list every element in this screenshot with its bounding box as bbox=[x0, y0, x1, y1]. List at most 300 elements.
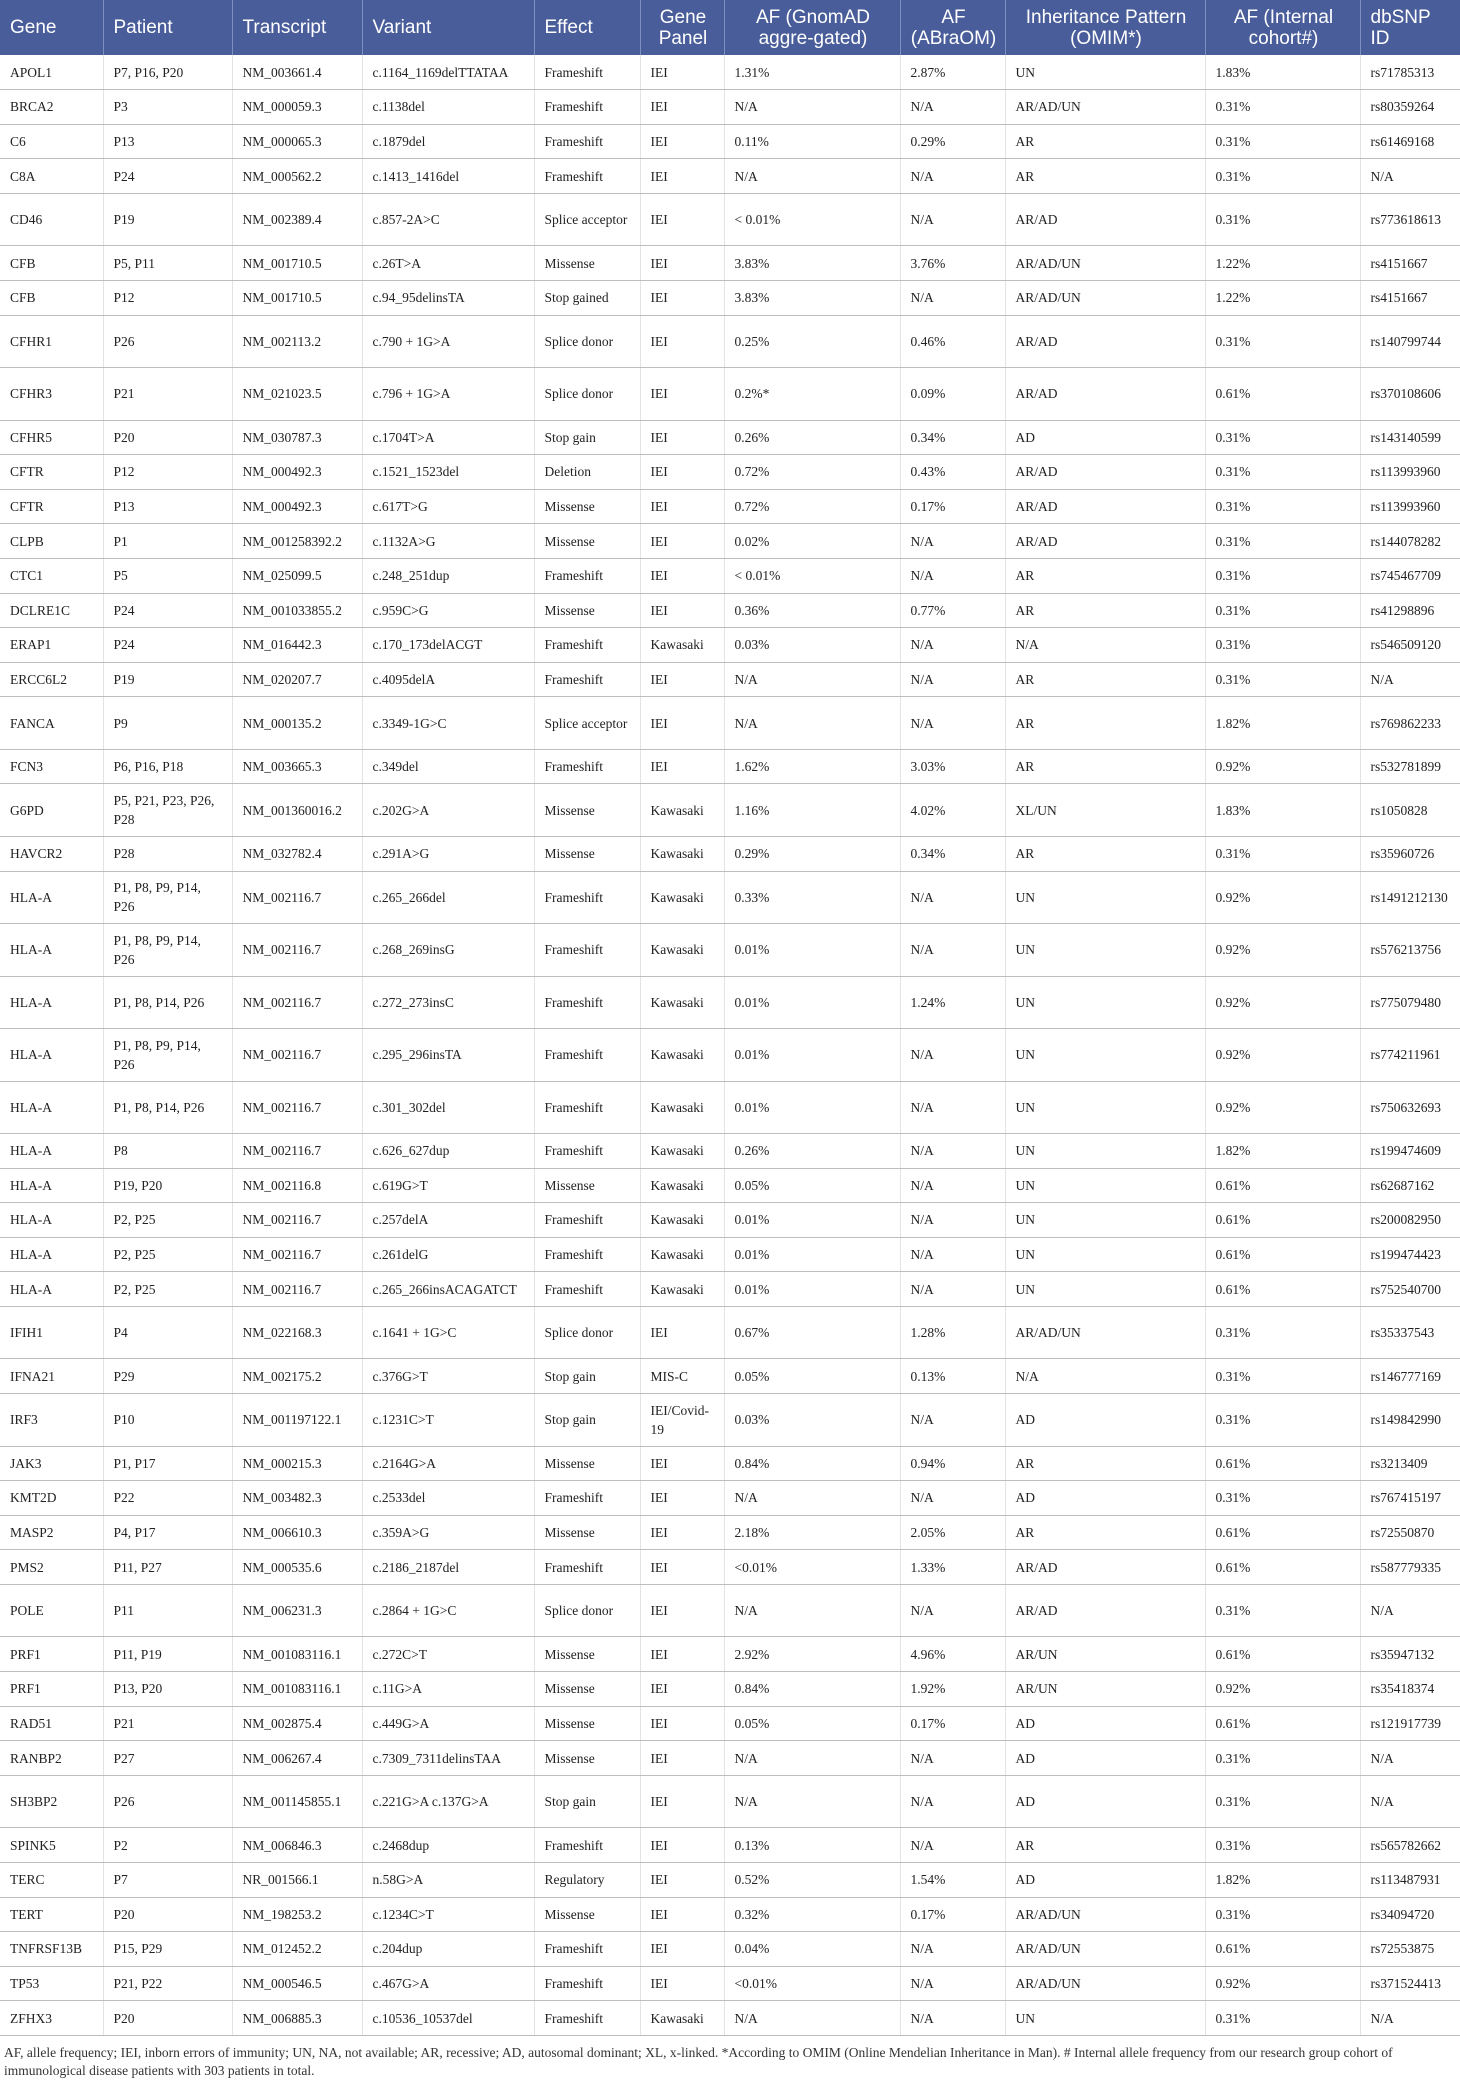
cell-panel: IEI bbox=[640, 697, 724, 750]
cell-gene: DCLRE1C bbox=[0, 593, 103, 628]
cell-variant: c.295_296insTA bbox=[362, 1029, 534, 1082]
cell-panel: IEI bbox=[640, 55, 724, 90]
cell-transcript: NM_032782.4 bbox=[232, 836, 362, 871]
cell-effect: Missense bbox=[534, 246, 640, 281]
cell-af-gnomad: 0.01% bbox=[724, 1081, 900, 1134]
cell-transcript: NM_006267.4 bbox=[232, 1741, 362, 1776]
cell-patient: P19 bbox=[103, 193, 232, 246]
cell-effect: Frameshift bbox=[534, 1237, 640, 1272]
cell-inheritance: AR/AD bbox=[1005, 368, 1205, 421]
cell-panel: IEI bbox=[640, 315, 724, 368]
cell-af-internal: 0.31% bbox=[1205, 524, 1360, 559]
cell-transcript: NM_001083116.1 bbox=[232, 1672, 362, 1707]
cell-variant: c.94_95delinsTA bbox=[362, 280, 534, 315]
cell-inheritance: AR/AD/UN bbox=[1005, 280, 1205, 315]
cell-transcript: NM_002116.7 bbox=[232, 871, 362, 924]
table-row bbox=[0, 1134, 1460, 1169]
cell-inheritance: AR bbox=[1005, 124, 1205, 159]
cell-inheritance: UN bbox=[1005, 1272, 1205, 1307]
cell-dbsnp: rs752540700 bbox=[1360, 1272, 1460, 1307]
cell-panel: IEI bbox=[640, 1897, 724, 1932]
cell-inheritance: AR bbox=[1005, 558, 1205, 593]
cell-gene: POLE bbox=[0, 1584, 103, 1637]
table-row bbox=[0, 924, 1460, 977]
cell-af-abraom: N/A bbox=[900, 90, 1005, 125]
cell-af-gnomad: 0.03% bbox=[724, 628, 900, 663]
cell-transcript: NM_001710.5 bbox=[232, 280, 362, 315]
cell-effect: Frameshift bbox=[534, 159, 640, 194]
cell-patient: P5, P11 bbox=[103, 246, 232, 281]
cell-panel: IEI bbox=[640, 662, 724, 697]
cell-patient: P13, P20 bbox=[103, 1672, 232, 1707]
cell-dbsnp: rs4151667 bbox=[1360, 246, 1460, 281]
cell-af-gnomad: 0.01% bbox=[724, 924, 900, 977]
cell-af-gnomad: <0.01% bbox=[724, 1550, 900, 1585]
cell-gene: HLA-A bbox=[0, 1168, 103, 1203]
cell-effect: Frameshift bbox=[534, 1932, 640, 1967]
cell-patient: P29 bbox=[103, 1359, 232, 1394]
cell-gene: APOL1 bbox=[0, 55, 103, 90]
cell-patient: P2 bbox=[103, 1828, 232, 1863]
cell-af-internal: 0.31% bbox=[1205, 1828, 1360, 1863]
cell-af-internal: 0.31% bbox=[1205, 489, 1360, 524]
cell-inheritance: AR bbox=[1005, 662, 1205, 697]
cell-effect: Frameshift bbox=[534, 1029, 640, 1082]
table-row bbox=[0, 90, 1460, 125]
cell-inheritance: AR/AD bbox=[1005, 1584, 1205, 1637]
cell-gene: CD46 bbox=[0, 193, 103, 246]
cell-af-internal: 0.31% bbox=[1205, 315, 1360, 368]
cell-panel: IEI bbox=[640, 1637, 724, 1672]
cell-af-abraom: N/A bbox=[900, 1081, 1005, 1134]
cell-variant: c.1231C>T bbox=[362, 1394, 534, 1447]
cell-inheritance: AR/AD/UN bbox=[1005, 1932, 1205, 1967]
cell-panel: IEI bbox=[640, 593, 724, 628]
table-row bbox=[0, 1306, 1460, 1359]
table-row bbox=[0, 455, 1460, 490]
cell-dbsnp: rs35947132 bbox=[1360, 1637, 1460, 1672]
cell-af-internal: 0.61% bbox=[1205, 1706, 1360, 1741]
cell-effect: Frameshift bbox=[534, 1134, 640, 1169]
cell-effect: Missense bbox=[534, 836, 640, 871]
table-row bbox=[0, 1446, 1460, 1481]
cell-transcript: NR_001566.1 bbox=[232, 1862, 362, 1897]
cell-af-internal: 0.31% bbox=[1205, 836, 1360, 871]
cell-inheritance: UN bbox=[1005, 1237, 1205, 1272]
cell-af-gnomad: 0.01% bbox=[724, 1272, 900, 1307]
cell-patient: P26 bbox=[103, 315, 232, 368]
cell-variant: c.204dup bbox=[362, 1932, 534, 1967]
cell-panel: MIS-C bbox=[640, 1359, 724, 1394]
cell-gene: C6 bbox=[0, 124, 103, 159]
cell-inheritance: AR/AD/UN bbox=[1005, 1966, 1205, 2001]
cell-af-gnomad: 0.32% bbox=[724, 1897, 900, 1932]
cell-transcript: NM_002389.4 bbox=[232, 193, 362, 246]
cell-effect: Missense bbox=[534, 1672, 640, 1707]
cell-gene: HLA-A bbox=[0, 1272, 103, 1307]
cell-transcript: NM_002116.7 bbox=[232, 976, 362, 1029]
cell-effect: Frameshift bbox=[534, 1550, 640, 1585]
cell-gene: TNFRSF13B bbox=[0, 1932, 103, 1967]
cell-variant: c.1132A>G bbox=[362, 524, 534, 559]
cell-effect: Missense bbox=[534, 524, 640, 559]
cell-gene: TERC bbox=[0, 1862, 103, 1897]
cell-af-internal: 0.61% bbox=[1205, 1515, 1360, 1550]
cell-af-gnomad: 0.72% bbox=[724, 489, 900, 524]
table-row bbox=[0, 280, 1460, 315]
cell-af-internal: 0.31% bbox=[1205, 1481, 1360, 1516]
cell-af-internal: 1.83% bbox=[1205, 55, 1360, 90]
cell-effect: Missense bbox=[534, 1706, 640, 1741]
cell-patient: P21 bbox=[103, 368, 232, 421]
cell-af-gnomad: 2.92% bbox=[724, 1637, 900, 1672]
cell-af-internal: 0.31% bbox=[1205, 1359, 1360, 1394]
cell-patient: P13 bbox=[103, 124, 232, 159]
cell-transcript: NM_002175.2 bbox=[232, 1359, 362, 1394]
cell-dbsnp: rs774211961 bbox=[1360, 1029, 1460, 1082]
cell-panel: IEI bbox=[640, 1741, 724, 1776]
cell-dbsnp: rs146777169 bbox=[1360, 1359, 1460, 1394]
cell-inheritance: UN bbox=[1005, 871, 1205, 924]
table-row bbox=[0, 871, 1460, 924]
cell-gene: FANCA bbox=[0, 697, 103, 750]
cell-af-internal: 0.92% bbox=[1205, 1029, 1360, 1082]
cell-effect: Frameshift bbox=[534, 90, 640, 125]
cell-af-gnomad: N/A bbox=[724, 662, 900, 697]
cell-transcript: NM_012452.2 bbox=[232, 1932, 362, 1967]
cell-transcript: NM_002116.7 bbox=[232, 1029, 362, 1082]
table-row bbox=[0, 1272, 1460, 1307]
table-row bbox=[0, 976, 1460, 1029]
cell-af-gnomad: N/A bbox=[724, 1741, 900, 1776]
cell-af-gnomad: N/A bbox=[724, 1775, 900, 1828]
cell-inheritance: AR/AD bbox=[1005, 489, 1205, 524]
cell-af-abraom: N/A bbox=[900, 697, 1005, 750]
cell-transcript: NM_002116.7 bbox=[232, 1237, 362, 1272]
cell-transcript: NM_006610.3 bbox=[232, 1515, 362, 1550]
cell-effect: Frameshift bbox=[534, 124, 640, 159]
cell-transcript: NM_001360016.2 bbox=[232, 784, 362, 837]
cell-transcript: NM_198253.2 bbox=[232, 1897, 362, 1932]
cell-gene: G6PD bbox=[0, 784, 103, 837]
cell-patient: P2, P25 bbox=[103, 1272, 232, 1307]
cell-inheritance: UN bbox=[1005, 1203, 1205, 1238]
cell-patient: P15, P29 bbox=[103, 1932, 232, 1967]
cell-transcript: NM_003482.3 bbox=[232, 1481, 362, 1516]
cell-af-gnomad: 0.11% bbox=[724, 124, 900, 159]
cell-gene: SH3BP2 bbox=[0, 1775, 103, 1828]
cell-panel: IEI bbox=[640, 1584, 724, 1637]
cell-af-internal: 0.31% bbox=[1205, 558, 1360, 593]
table-row bbox=[0, 1828, 1460, 1863]
table-row bbox=[0, 1394, 1460, 1447]
cell-patient: P2, P25 bbox=[103, 1237, 232, 1272]
table-row bbox=[0, 420, 1460, 455]
cell-inheritance: XL/UN bbox=[1005, 784, 1205, 837]
table-row bbox=[0, 1515, 1460, 1550]
column-header-gene: Gene bbox=[0, 0, 103, 55]
cell-af-internal: 0.92% bbox=[1205, 976, 1360, 1029]
column-header-transcript: Transcript bbox=[232, 0, 362, 55]
cell-dbsnp: rs532781899 bbox=[1360, 749, 1460, 784]
cell-af-internal: 0.31% bbox=[1205, 455, 1360, 490]
cell-variant: c.268_269insG bbox=[362, 924, 534, 977]
cell-af-gnomad: N/A bbox=[724, 90, 900, 125]
cell-inheritance: AR bbox=[1005, 159, 1205, 194]
cell-variant: c.301_302del bbox=[362, 1081, 534, 1134]
cell-variant: c.959C>G bbox=[362, 593, 534, 628]
cell-dbsnp: N/A bbox=[1360, 2001, 1460, 2036]
cell-panel: IEI bbox=[640, 124, 724, 159]
cell-patient: P13 bbox=[103, 489, 232, 524]
cell-af-gnomad: 0.01% bbox=[724, 976, 900, 1029]
table-row bbox=[0, 124, 1460, 159]
cell-variant: c.626_627dup bbox=[362, 1134, 534, 1169]
cell-af-gnomad: < 0.01% bbox=[724, 558, 900, 593]
cell-variant: c.1413_1416del bbox=[362, 159, 534, 194]
cell-variant: c.449G>A bbox=[362, 1706, 534, 1741]
cell-dbsnp: rs35418374 bbox=[1360, 1672, 1460, 1707]
cell-panel: Kawasaki bbox=[640, 836, 724, 871]
cell-panel: IEI bbox=[640, 1828, 724, 1863]
cell-patient: P19, P20 bbox=[103, 1168, 232, 1203]
cell-transcript: NM_002116.7 bbox=[232, 1203, 362, 1238]
table-row bbox=[0, 1359, 1460, 1394]
cell-dbsnp: N/A bbox=[1360, 159, 1460, 194]
cell-effect: Missense bbox=[534, 784, 640, 837]
cell-gene: RAD51 bbox=[0, 1706, 103, 1741]
column-header-af-abraom: AF (ABraOM) bbox=[900, 0, 1005, 55]
cell-dbsnp: rs121917739 bbox=[1360, 1706, 1460, 1741]
cell-af-gnomad: 3.83% bbox=[724, 280, 900, 315]
cell-af-abraom: 1.24% bbox=[900, 976, 1005, 1029]
cell-patient: P2, P25 bbox=[103, 1203, 232, 1238]
cell-af-abraom: N/A bbox=[900, 1966, 1005, 2001]
cell-inheritance: UN bbox=[1005, 1168, 1205, 1203]
cell-gene: RANBP2 bbox=[0, 1741, 103, 1776]
cell-effect: Splice donor bbox=[534, 1584, 640, 1637]
cell-variant: c.1234C>T bbox=[362, 1897, 534, 1932]
cell-patient: P21 bbox=[103, 1706, 232, 1741]
cell-variant: c.857-2A>C bbox=[362, 193, 534, 246]
cell-inheritance: AR/AD/UN bbox=[1005, 90, 1205, 125]
table-row bbox=[0, 628, 1460, 663]
cell-af-abraom: N/A bbox=[900, 1134, 1005, 1169]
cell-transcript: NM_001145855.1 bbox=[232, 1775, 362, 1828]
cell-effect: Frameshift bbox=[534, 2001, 640, 2036]
cell-effect: Missense bbox=[534, 1446, 640, 1481]
cell-af-gnomad: 0.01% bbox=[724, 1029, 900, 1082]
table-row bbox=[0, 315, 1460, 368]
cell-variant: c.4095delA bbox=[362, 662, 534, 697]
cell-inheritance: AR bbox=[1005, 697, 1205, 750]
cell-gene: PRF1 bbox=[0, 1637, 103, 1672]
cell-dbsnp: rs72550870 bbox=[1360, 1515, 1460, 1550]
cell-patient: P11 bbox=[103, 1584, 232, 1637]
cell-patient: P1, P8, P14, P26 bbox=[103, 1081, 232, 1134]
cell-patient: P10 bbox=[103, 1394, 232, 1447]
cell-inheritance: AR bbox=[1005, 1828, 1205, 1863]
table-row bbox=[0, 1481, 1460, 1516]
cell-gene: JAK3 bbox=[0, 1446, 103, 1481]
cell-af-abraom: N/A bbox=[900, 1029, 1005, 1082]
cell-gene: ERAP1 bbox=[0, 628, 103, 663]
cell-af-internal: 0.61% bbox=[1205, 1237, 1360, 1272]
cell-inheritance: AD bbox=[1005, 1394, 1205, 1447]
cell-effect: Splice donor bbox=[534, 368, 640, 421]
cell-af-internal: 0.92% bbox=[1205, 924, 1360, 977]
cell-af-internal: 0.92% bbox=[1205, 1966, 1360, 2001]
cell-af-internal: 0.61% bbox=[1205, 368, 1360, 421]
cell-effect: Frameshift bbox=[534, 1966, 640, 2001]
cell-dbsnp: rs200082950 bbox=[1360, 1203, 1460, 1238]
cell-panel: IEI bbox=[640, 1446, 724, 1481]
cell-transcript: NM_001258392.2 bbox=[232, 524, 362, 559]
column-header-patient: Patient bbox=[103, 0, 232, 55]
table-row bbox=[0, 662, 1460, 697]
cell-gene: HLA-A bbox=[0, 1203, 103, 1238]
cell-dbsnp: rs35337543 bbox=[1360, 1306, 1460, 1359]
cell-inheritance: AD bbox=[1005, 420, 1205, 455]
cell-af-gnomad: 0.26% bbox=[724, 420, 900, 455]
cell-gene: TP53 bbox=[0, 1966, 103, 2001]
cell-panel: IEI bbox=[640, 90, 724, 125]
cell-dbsnp: rs745467709 bbox=[1360, 558, 1460, 593]
cell-dbsnp: rs143140599 bbox=[1360, 420, 1460, 455]
cell-transcript: NM_016442.3 bbox=[232, 628, 362, 663]
cell-panel: Kawasaki bbox=[640, 2001, 724, 2036]
cell-variant: c.257delA bbox=[362, 1203, 534, 1238]
cell-gene: SPINK5 bbox=[0, 1828, 103, 1863]
cell-gene: IRF3 bbox=[0, 1394, 103, 1447]
cell-af-abraom: 3.76% bbox=[900, 246, 1005, 281]
cell-af-gnomad: 0.25% bbox=[724, 315, 900, 368]
cell-gene: IFIH1 bbox=[0, 1306, 103, 1359]
cell-transcript: NM_001033855.2 bbox=[232, 593, 362, 628]
cell-af-abraom: N/A bbox=[900, 2001, 1005, 2036]
cell-af-gnomad: 0.72% bbox=[724, 455, 900, 490]
cell-patient: P7, P16, P20 bbox=[103, 55, 232, 90]
cell-variant: c.349del bbox=[362, 749, 534, 784]
cell-variant: c.2468dup bbox=[362, 1828, 534, 1863]
cell-inheritance: AR bbox=[1005, 1515, 1205, 1550]
cell-effect: Frameshift bbox=[534, 749, 640, 784]
cell-variant: c.26T>A bbox=[362, 246, 534, 281]
cell-dbsnp: rs767415197 bbox=[1360, 1481, 1460, 1516]
cell-variant: c.359A>G bbox=[362, 1515, 534, 1550]
cell-dbsnp: rs113487931 bbox=[1360, 1862, 1460, 1897]
cell-af-gnomad: 2.18% bbox=[724, 1515, 900, 1550]
cell-af-abraom: 0.34% bbox=[900, 836, 1005, 871]
cell-af-abraom: 1.54% bbox=[900, 1862, 1005, 1897]
cell-variant: c.2864 + 1G>C bbox=[362, 1584, 534, 1637]
cell-variant: c.376G>T bbox=[362, 1359, 534, 1394]
cell-variant: c.221G>A c.137G>A bbox=[362, 1775, 534, 1828]
cell-patient: P1, P17 bbox=[103, 1446, 232, 1481]
cell-panel: Kawasaki bbox=[640, 628, 724, 663]
cell-af-internal: 0.61% bbox=[1205, 1637, 1360, 1672]
cell-gene: CFTR bbox=[0, 489, 103, 524]
cell-af-abraom: N/A bbox=[900, 871, 1005, 924]
cell-af-internal: 0.31% bbox=[1205, 1584, 1360, 1637]
cell-patient: P1, P8, P14, P26 bbox=[103, 976, 232, 1029]
cell-inheritance: AR bbox=[1005, 749, 1205, 784]
cell-inheritance: AD bbox=[1005, 1706, 1205, 1741]
cell-af-gnomad: < 0.01% bbox=[724, 193, 900, 246]
cell-variant: c.2186_2187del bbox=[362, 1550, 534, 1585]
cell-af-internal: 0.61% bbox=[1205, 1168, 1360, 1203]
cell-gene: HAVCR2 bbox=[0, 836, 103, 871]
table-row bbox=[0, 1862, 1460, 1897]
cell-effect: Deletion bbox=[534, 455, 640, 490]
cell-patient: P1, P8, P9, P14, P26 bbox=[103, 1029, 232, 1082]
cell-transcript: NM_002116.7 bbox=[232, 924, 362, 977]
cell-transcript: NM_002116.7 bbox=[232, 1081, 362, 1134]
cell-dbsnp: rs4151667 bbox=[1360, 280, 1460, 315]
table-row bbox=[0, 159, 1460, 194]
table-row bbox=[0, 784, 1460, 837]
cell-panel: IEI bbox=[640, 1481, 724, 1516]
cell-inheritance: UN bbox=[1005, 976, 1205, 1029]
cell-inheritance: UN bbox=[1005, 55, 1205, 90]
cell-transcript: NM_006885.3 bbox=[232, 2001, 362, 2036]
cell-effect: Missense bbox=[534, 1741, 640, 1776]
cell-af-abraom: N/A bbox=[900, 1272, 1005, 1307]
cell-af-abraom: 0.29% bbox=[900, 124, 1005, 159]
cell-gene: IFNA21 bbox=[0, 1359, 103, 1394]
cell-panel: Kawasaki bbox=[640, 1272, 724, 1307]
cell-panel: Kawasaki bbox=[640, 784, 724, 837]
cell-af-internal: 1.22% bbox=[1205, 280, 1360, 315]
cell-effect: Frameshift bbox=[534, 628, 640, 663]
cell-dbsnp: N/A bbox=[1360, 1741, 1460, 1776]
cell-transcript: NM_030787.3 bbox=[232, 420, 362, 455]
cell-patient: P11, P27 bbox=[103, 1550, 232, 1585]
cell-af-gnomad: 1.31% bbox=[724, 55, 900, 90]
cell-transcript: NM_002875.4 bbox=[232, 1706, 362, 1741]
cell-af-abraom: N/A bbox=[900, 1584, 1005, 1637]
cell-inheritance: N/A bbox=[1005, 628, 1205, 663]
cell-patient: P4 bbox=[103, 1306, 232, 1359]
cell-af-internal: 0.92% bbox=[1205, 871, 1360, 924]
column-header-effect: Effect bbox=[534, 0, 640, 55]
cell-transcript: NM_000215.3 bbox=[232, 1446, 362, 1481]
cell-inheritance: UN bbox=[1005, 1081, 1205, 1134]
cell-dbsnp: rs61469168 bbox=[1360, 124, 1460, 159]
cell-inheritance: AD bbox=[1005, 1741, 1205, 1776]
cell-transcript: NM_000546.5 bbox=[232, 1966, 362, 2001]
cell-dbsnp: rs113993960 bbox=[1360, 455, 1460, 490]
cell-panel: Kawasaki bbox=[640, 1081, 724, 1134]
cell-inheritance: UN bbox=[1005, 1134, 1205, 1169]
cell-patient: P26 bbox=[103, 1775, 232, 1828]
cell-inheritance: AR/AD/UN bbox=[1005, 246, 1205, 281]
cell-patient: P19 bbox=[103, 662, 232, 697]
cell-af-gnomad: N/A bbox=[724, 1584, 900, 1637]
cell-patient: P27 bbox=[103, 1741, 232, 1776]
cell-variant: c.272C>T bbox=[362, 1637, 534, 1672]
cell-af-abraom: N/A bbox=[900, 1203, 1005, 1238]
cell-af-abraom: N/A bbox=[900, 1481, 1005, 1516]
cell-patient: P11, P19 bbox=[103, 1637, 232, 1672]
cell-af-internal: 1.83% bbox=[1205, 784, 1360, 837]
cell-dbsnp: rs546509120 bbox=[1360, 628, 1460, 663]
cell-af-gnomad: 1.62% bbox=[724, 749, 900, 784]
cell-dbsnp: N/A bbox=[1360, 1584, 1460, 1637]
cell-gene: CFHR5 bbox=[0, 420, 103, 455]
cell-af-gnomad: N/A bbox=[724, 697, 900, 750]
cell-variant: c.467G>A bbox=[362, 1966, 534, 2001]
